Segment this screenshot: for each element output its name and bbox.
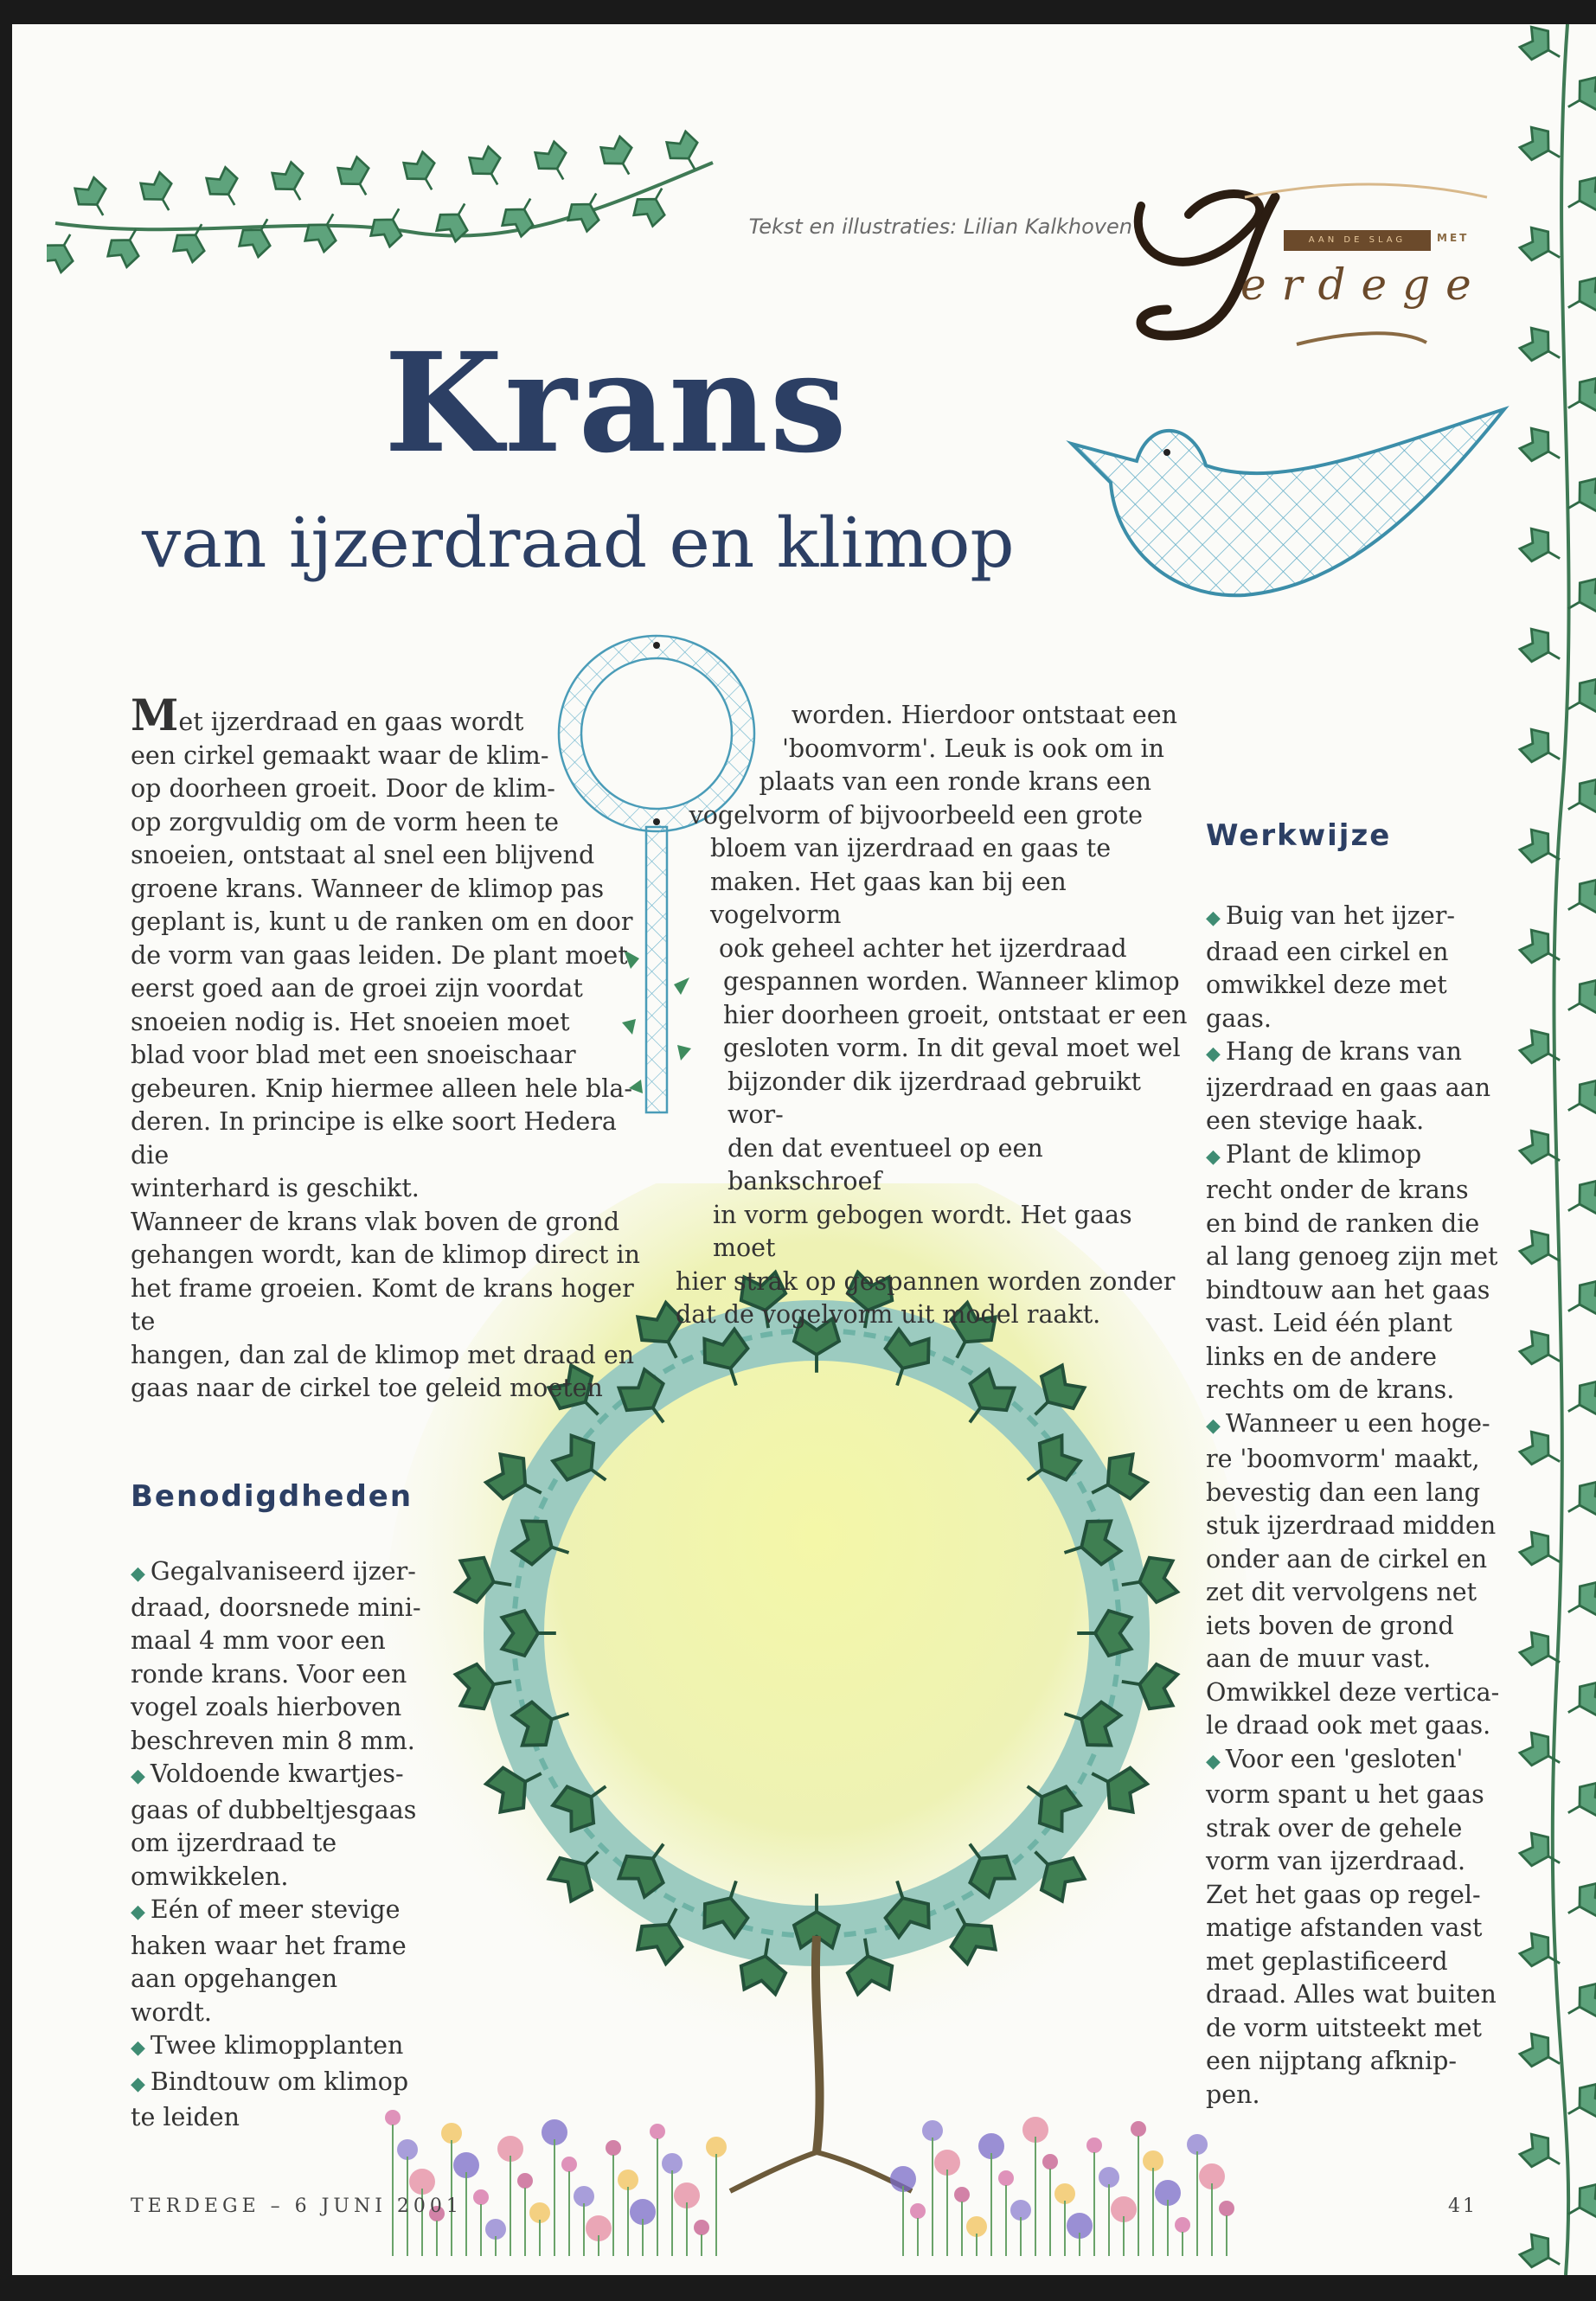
body-line: op doorheen groeit. Door de klim- [131, 774, 555, 803]
diamond-bullet-icon: ◆ [131, 1901, 145, 1923]
list-line: rechts om de krans. [1206, 1375, 1455, 1404]
list-line: recht onder de krans [1206, 1176, 1469, 1204]
list-line: ◆ Hang de krans van [1206, 1037, 1462, 1066]
body-line: deren. In principe is elke soort Hedera die [131, 1107, 617, 1170]
list-line: en bind de ranken die [1206, 1208, 1480, 1238]
author-credit: Tekst en illustraties: Lilian Kalkhoven [748, 215, 1132, 239]
werkwijze-heading: Werkwijze [1206, 818, 1392, 853]
list-line: onder aan de cirkel en [1206, 1544, 1488, 1574]
list-line: pen. [1206, 2080, 1260, 2109]
list-line: zet dit vervolgens net [1206, 1578, 1477, 1606]
list-line: om ijzerdraad te [131, 1829, 337, 1857]
scan-edge-bottom [0, 2275, 1596, 2301]
body-line: een cirkel gemaakt waar de klim- [131, 740, 549, 770]
body-line: gebeuren. Knip hiermee alleen hele bla- [131, 1074, 632, 1103]
body-line: dat de vogelvorm uit model raakt. [676, 1300, 1101, 1329]
diamond-bullet-icon: ◆ [1206, 1414, 1221, 1437]
diamond-bullet-icon: ◆ [1206, 907, 1221, 929]
list-line: aan de muur vast. [1206, 1644, 1432, 1673]
article-subtitle: van ijzerdraad en klimop [142, 503, 1015, 583]
diamond-bullet-icon: ◆ [131, 2073, 145, 2095]
diamond-bullet-icon: ◆ [131, 2037, 145, 2059]
list-line: ◆ Bindtouw om klimop [131, 2067, 409, 2096]
list-line: beschreven min 8 mm. [131, 1726, 415, 1755]
body-line: vogelvorm of bijvoorbeeld een grote [689, 800, 1143, 830]
body-column-middle [645, 699, 1199, 1332]
werkwijze-column [1206, 900, 1500, 2112]
list-line: le draad ook met gaas. [1206, 1711, 1491, 1740]
list-line: ◆ Voldoende kwartjes- [131, 1759, 404, 1788]
list-line: draad. Alles wat buiten [1206, 1980, 1497, 2009]
logo-bar: AAN DE SLAG [1284, 230, 1431, 251]
list-line: een nijptang afknip- [1206, 2047, 1457, 2075]
body-line: eerst goed aan de groei zijn voordat [131, 974, 583, 1003]
list-line: bevestig dan een lang [1206, 1477, 1481, 1507]
list-line: matige afstanden vast [1206, 1913, 1483, 1942]
article-title: Krans [384, 324, 849, 484]
body-line: het frame groeien. Komt de krans hoger te [131, 1273, 634, 1336]
list-line: met geplastificeerd [1206, 1946, 1448, 1976]
body-line: geplant is, kunt u de ranken om en door [131, 907, 633, 936]
list-line: iets boven de grond [1206, 1611, 1454, 1640]
list-line: ◆ Voor een 'gesloten' [1206, 1744, 1464, 1773]
list-line: ijzerdraad en gaas aan [1206, 1073, 1491, 1102]
body-line: maken. Het gaas kan bij een vogelvorm [710, 867, 1067, 929]
diamond-bullet-icon: ◆ [1206, 1750, 1221, 1772]
list-line: vast. Leid één plant [1206, 1309, 1452, 1337]
benodigdheden-list [131, 1555, 425, 2135]
body-line: snoeien nodig is. Het snoeien moet [131, 1007, 570, 1036]
page-number: 41 [1448, 2195, 1477, 2217]
list-line: vorm spant u het gaas [1206, 1780, 1484, 1809]
list-line: strak over de gehele [1206, 1813, 1463, 1843]
list-line: ◆ Twee klimopplanten [131, 2031, 404, 2060]
body-line: bijzonder dik ijzerdraad gebruikt wor- [727, 1067, 1141, 1129]
body-line: hier doorheen groeit, ontstaat er een [723, 1000, 1188, 1029]
body-line: snoeien, ontstaat al snel een blijvend [131, 841, 595, 869]
list-line: omwikkelen. [131, 1862, 289, 1891]
list-line: stuk ijzerdraad midden [1206, 1511, 1497, 1540]
list-line: de vorm uitsteekt met [1206, 2013, 1482, 2042]
body-line: groene krans. Wanneer de klimop pas [131, 874, 605, 903]
list-line: vogel zoals hierboven [131, 1693, 402, 1721]
list-line: ◆ Gegalvaniseerd ijzer- [131, 1557, 416, 1586]
list-line: Zet het gaas op regel- [1206, 1880, 1481, 1909]
body-column-left [131, 689, 663, 1406]
list-line: gaas of dubbeltjesgaas [131, 1795, 417, 1824]
list-line: gaas. [1206, 1003, 1272, 1033]
body-line: gespannen worden. Wanneer klimop [723, 967, 1180, 996]
body-line: op zorgvuldig om de vorm heen te [131, 807, 559, 836]
body-line: in vorm gebogen wordt. Het gaas moet [713, 1200, 1132, 1262]
body-line: plaats van een ronde krans een [759, 767, 1151, 796]
diamond-bullet-icon: ◆ [1206, 1145, 1221, 1168]
logo-met: MET [1437, 232, 1470, 244]
ivy-border-illustration [1514, 24, 1596, 2275]
body-line: Met ijzerdraad en gaas wordt [131, 689, 524, 740]
body-line: blad voor blad met een snoeischaar [131, 1041, 576, 1069]
list-line: re 'boomvorm' maakt, [1206, 1445, 1480, 1473]
list-line: al lang genoeg zijn met [1206, 1242, 1498, 1271]
list-line: ◆ Eén of meer stevige [131, 1895, 401, 1924]
list-line: ◆ Wanneer u een hoge- [1206, 1408, 1490, 1438]
body-line: gehangen wordt, kan de klimop direct in [131, 1240, 640, 1269]
list-line: aan opgehangen wordt. [131, 1965, 338, 2027]
body-line: winterhard is geschikt. [131, 1174, 420, 1202]
body-line: gaas naar de cirkel toe geleid moeten [131, 1374, 603, 1402]
body-line: den dat eventueel op een bankschroef [727, 1133, 1043, 1195]
list-line: ◆ Plant de klimop [1206, 1139, 1422, 1169]
diamond-bullet-icon: ◆ [131, 1563, 145, 1585]
list-line: draad een cirkel en [1206, 937, 1449, 966]
list-line: draad, doorsnede mini- [131, 1593, 421, 1622]
footer-issue: TERDEGE – 6 JUNI 2001 [131, 2195, 463, 2217]
logo-wordmark: erdege [1240, 260, 1487, 310]
list-line: maal 4 mm voor een [131, 1626, 386, 1655]
list-line: te leiden [131, 2103, 240, 2131]
diamond-bullet-icon: ◆ [1206, 1043, 1221, 1065]
ivy-garland-illustration [47, 128, 721, 318]
benodigdheden-heading: Benodigdheden [131, 1479, 413, 1514]
list-line: een stevige haak. [1206, 1106, 1425, 1135]
body-line: Wanneer de krans vlak boven de grond [131, 1207, 620, 1236]
body-line: worden. Hierdoor ontstaat een [791, 701, 1177, 729]
body-line: hangen, dan zal de klimop met draad en [131, 1340, 635, 1369]
magazine-page [12, 24, 1596, 2275]
terdege-logo [1115, 163, 1496, 362]
scan-edge-left [0, 0, 12, 2301]
list-line: ronde krans. Voor een [131, 1659, 407, 1689]
list-line: links en de andere [1206, 1342, 1437, 1371]
body-line: 'boomvorm'. Leuk is ook om in [782, 734, 1164, 763]
bird-wire-illustration [1054, 396, 1513, 656]
body-line: hier strak op gespannen worden zonder [676, 1266, 1176, 1296]
drop-initial: M [131, 689, 179, 740]
list-line: haken waar het frame [131, 1931, 407, 1960]
list-line: ◆ Buig van het ijzer- [1206, 901, 1455, 930]
body-line: ook geheel achter het ijzerdraad [719, 933, 1127, 963]
list-line: Omwikkel deze vertica- [1206, 1677, 1500, 1707]
list-line: vorm van ijzerdraad. [1206, 1847, 1466, 1875]
list-line: omwikkel deze met [1206, 971, 1447, 999]
body-line: de vorm van gaas leiden. De plant moet [131, 940, 628, 970]
diamond-bullet-icon: ◆ [131, 1766, 145, 1787]
body-line: gesloten vorm. In dit geval moet wel [723, 1034, 1181, 1062]
scan-edge-top [0, 0, 1596, 24]
body-line: bloem van ijzerdraad en gaas te [710, 834, 1112, 862]
list-line: bindtouw aan het gaas [1206, 1275, 1490, 1304]
